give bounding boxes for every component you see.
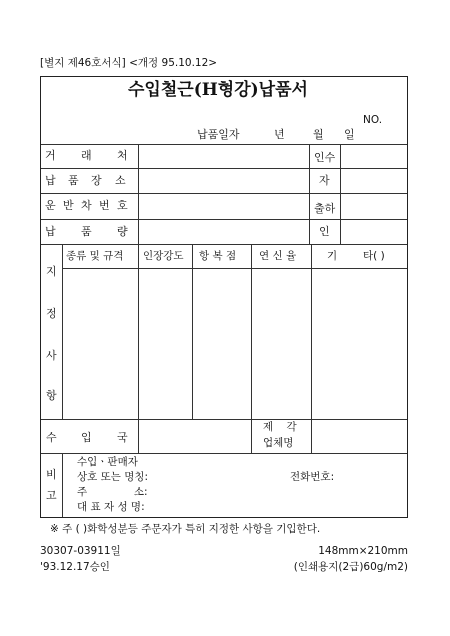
- spec-header-other: 타( ): [363, 250, 385, 262]
- spec-header-elongation: 연 신 율: [259, 250, 297, 262]
- remarks-side-label: 비: [46, 468, 57, 481]
- paper-size: 148mm×210mm: [318, 545, 408, 557]
- spec-header-type: 종류 및 규격: [66, 250, 124, 262]
- divider: [41, 144, 407, 145]
- divider: [311, 244, 312, 453]
- form-table: [40, 76, 408, 518]
- divider: [251, 244, 252, 453]
- quantity-label-char: 납: [45, 225, 56, 238]
- origin-label-char: 입: [81, 431, 92, 444]
- spec-header-tensile: 인장강도: [143, 250, 184, 262]
- shipper-label: 출하: [314, 202, 336, 215]
- divider: [41, 244, 407, 245]
- seller-label: 수입ㆍ판매자: [77, 456, 138, 468]
- place-label-char: 납: [45, 174, 56, 187]
- paper-spec: (인쇄용지(2급)60g/m2): [293, 561, 408, 573]
- vehicle-label-char: 호: [117, 199, 128, 212]
- delivery-date-label: 납품일자: [197, 128, 240, 141]
- divider: [62, 244, 63, 419]
- vehicle-label-char: 운: [45, 199, 56, 212]
- divider: [62, 268, 407, 269]
- spec-side-label: 항: [46, 389, 57, 402]
- client-label-char: 처: [117, 149, 128, 162]
- spec-side-label: 사: [46, 349, 57, 362]
- divider: [138, 244, 139, 453]
- receiver-label: 인수: [314, 151, 336, 164]
- spec-side-label: 정: [46, 307, 57, 320]
- remarks-side-label: 고: [46, 489, 57, 502]
- company-name-label: 상호 또는 명칭:: [77, 471, 149, 483]
- footnote: ※ 주 ( )화학성분등 주문자가 특히 지정한 사항을 기입한다.: [50, 523, 321, 535]
- divider: [41, 453, 407, 454]
- origin-label-char: 수: [46, 431, 57, 444]
- divider: [192, 244, 193, 419]
- day-label: 일: [344, 128, 355, 141]
- spec-side-label: 지: [46, 265, 57, 278]
- divider: [62, 453, 63, 517]
- approval-date: '93.12.17승인: [40, 561, 110, 573]
- vehicle-label-char: 차: [81, 199, 92, 212]
- address-label: 주 소:: [77, 486, 148, 498]
- quantity-label-char: 품: [81, 225, 92, 238]
- divider: [41, 193, 407, 194]
- divider: [41, 219, 407, 220]
- divider: [309, 144, 310, 244]
- client-label-char: 거: [45, 149, 56, 162]
- origin-label-char: 국: [117, 431, 128, 444]
- maker-label: 업체명: [263, 437, 294, 449]
- client-label-char: 래: [81, 149, 92, 162]
- place-label-char: 장: [91, 174, 102, 187]
- vehicle-label-char: 반: [63, 199, 74, 212]
- form-code: 30307-03911일: [40, 545, 121, 557]
- representative-label: 대 표 자 성 명:: [77, 501, 145, 513]
- shipper-label: 인: [319, 225, 330, 238]
- number-label: NO.: [363, 114, 383, 126]
- divider: [41, 168, 407, 169]
- year-label: 년: [274, 128, 285, 141]
- form-title: 수입철근(H형강)납품서: [128, 80, 308, 100]
- receiver-label: 자: [319, 174, 330, 187]
- phone-label: 전화번호:: [290, 471, 335, 483]
- vehicle-label-char: 번: [99, 199, 110, 212]
- divider: [41, 419, 407, 420]
- month-label: 월: [313, 128, 324, 141]
- spec-header-yield: 항 복 점: [199, 250, 237, 262]
- divider: [138, 144, 139, 244]
- form-header: [별지 제46호서식] <개정 95.10.12>: [40, 57, 218, 69]
- quantity-label-char: 량: [117, 225, 128, 238]
- divider: [340, 144, 341, 244]
- place-label-char: 소: [115, 174, 126, 187]
- maker-label: 제 각: [263, 421, 297, 433]
- spec-header-other: 기: [327, 250, 338, 262]
- place-label-char: 품: [68, 174, 79, 187]
